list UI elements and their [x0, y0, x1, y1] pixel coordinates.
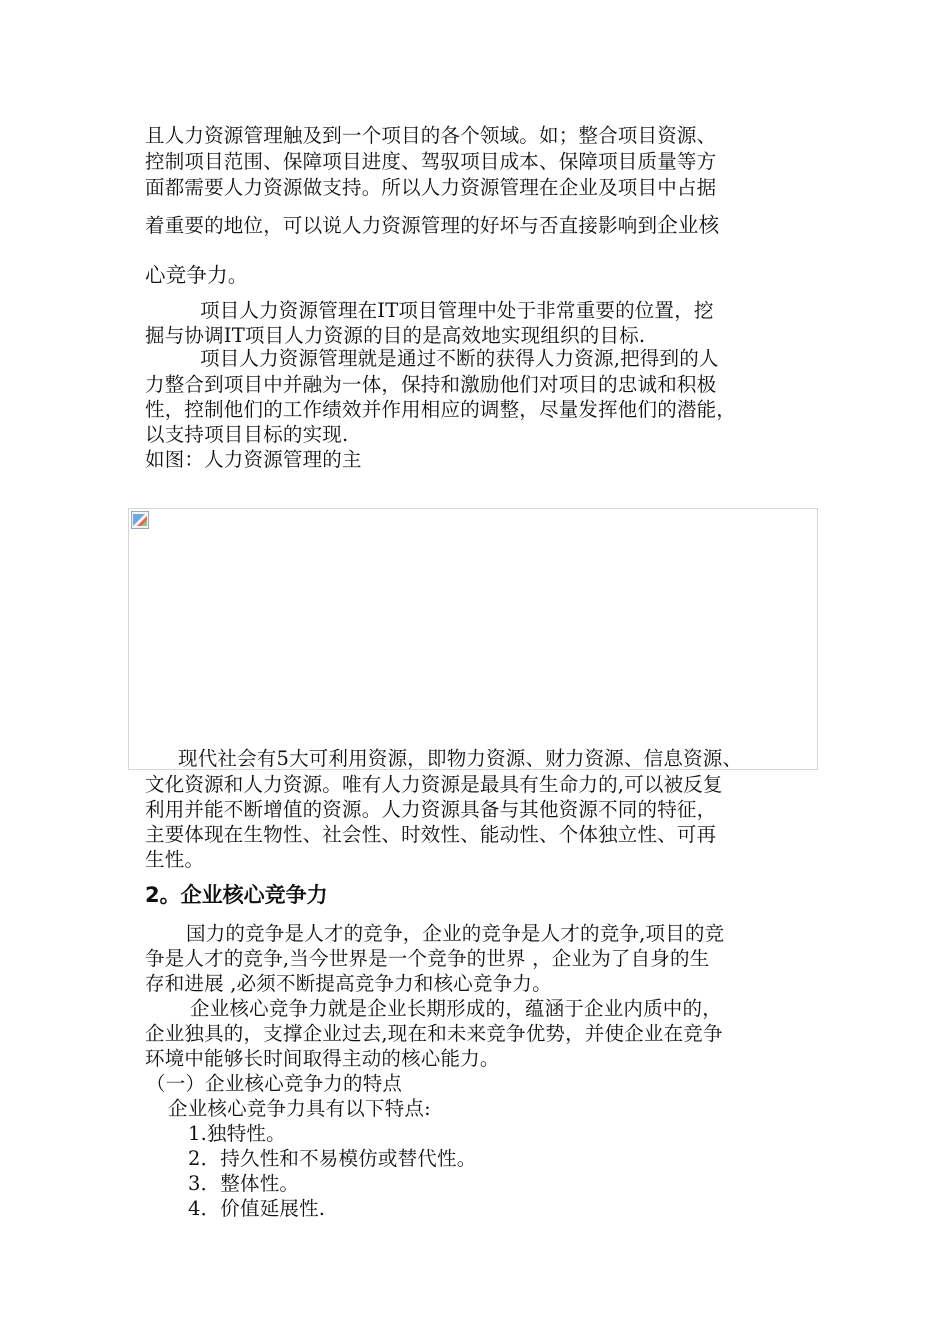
- paragraph-2-line: 掘与协调IT项目人力资源的目的是高效地实现组织的目标.: [145, 324, 646, 347]
- paragraph-5-line: 国力的竞争是人才的竞争，企业的竞争是人才的竞争,项目的竞: [186, 922, 725, 945]
- paragraph-6-line: 企业独具的，支撑企业过去,现在和未来竞争优势，并使企业在竞争: [145, 1022, 723, 1045]
- figure-placeholder: [128, 508, 818, 770]
- subheading: （一）企业核心竞争力的特点: [146, 1072, 403, 1095]
- paragraph-1-text: 着重要的地位，可以说人力资源管理的好坏与否直接影响到: [145, 214, 658, 237]
- paragraph-1-line: [145, 263, 248, 288]
- paragraph-3-line: 力整合到项目中并融为一体，保持和激励他们对项目的忠诚和积极: [145, 373, 717, 396]
- section-heading: 2。企业核心竞争力: [145, 883, 328, 907]
- paragraph-1-tail: 。: [227, 264, 248, 287]
- paragraph-4-line: 现代社会有5大可利用资源，即物力资源、财力资源、信息资源、: [178, 747, 743, 770]
- paragraph-5-line: 存和进展 ,必须不断提高竞争力和核心竞争力。: [145, 972, 552, 995]
- paragraph-4-line: 主要体现在生物性、社会性、时效性、能动性、个体独立性、可再: [145, 823, 717, 846]
- paragraph-1-line: 控制项目范围、保障项目进度、驾驭项目成本、保障项目质量等方: [145, 150, 717, 173]
- paragraph-1-emphasis: 企业核: [657, 213, 720, 237]
- paragraph-6-line: 企业核心竞争力就是企业长期形成的，蕴涵于企业内质中的，: [190, 997, 722, 1020]
- paragraph-4-line: 利用并能不断增值的资源。人力资源具备与其他资源不同的特征，: [145, 798, 717, 821]
- paragraph-1-line: 且人力资源管理触及到一个项目的各个领域。如；整合项目资源、: [145, 124, 717, 147]
- paragraph-6-line: 环境中能够长时间取得主动的核心能力。: [145, 1047, 500, 1070]
- figure-caption: 如图：人力资源管理的主: [145, 448, 362, 471]
- paragraph-1-emphasis: 心竞争力: [145, 263, 228, 287]
- paragraph-1-line: [145, 213, 719, 238]
- paragraph-3-line: 性，控制他们的工作绩效并作用相应的调整，尽量发挥他们的潜能，: [145, 398, 737, 421]
- list-item: 2．持久性和不易模仿或替代性。: [188, 1147, 477, 1170]
- paragraph-3-line: 项目人力资源管理就是通过不断的获得人力资源,把得到的人: [200, 347, 719, 370]
- paragraph-3-line: 以支持项目目标的实现.: [145, 423, 349, 446]
- list-intro: 企业核心竞争力具有以下特点:: [168, 1097, 431, 1120]
- broken-image-icon: [131, 511, 149, 529]
- paragraph-4-line: 生性。: [145, 848, 205, 871]
- list-item: 3．整体性。: [188, 1172, 300, 1195]
- paragraph-1-line: 面都需要人力资源做支持。所以人力资源管理在企业及项目中占据: [145, 176, 717, 199]
- paragraph-4-line: 文化资源和人力资源。唯有人力资源是最具有生命力的,可以被反复: [145, 773, 723, 796]
- list-item: 1.独特性。: [188, 1122, 286, 1145]
- list-item: 4．价值延展性.: [188, 1197, 326, 1220]
- paragraph-5-line: 争是人才的竞争,当今世界是一个竞争的世界 ，企业为了自身的生: [145, 947, 710, 970]
- paragraph-2-line: 项目人力资源管理在IT项目管理中处于非常重要的位置，挖: [200, 299, 714, 322]
